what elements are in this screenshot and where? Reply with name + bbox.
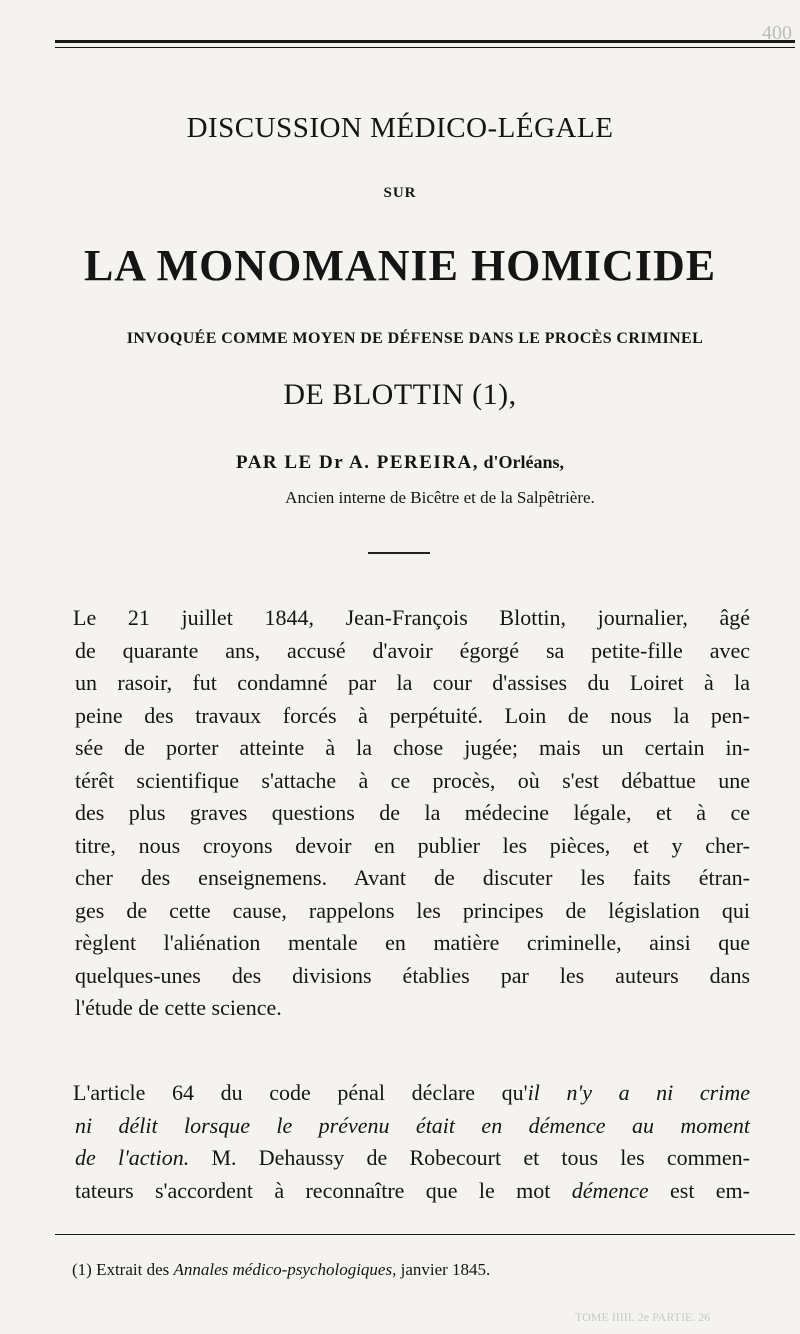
text-line: règlent l'aliénation mentale en matière criminelle, ainsi que bbox=[75, 930, 750, 955]
text-line: térêt scientifique s'attache à ce procès, où s'est débattue une bbox=[75, 767, 750, 793]
text-segment: est em- bbox=[648, 1177, 750, 1203]
footnote-prefix: (1) Extrait des bbox=[72, 1260, 174, 1279]
text-line: l'étude de cette science. bbox=[75, 995, 282, 1020]
italic-quote: il n'y a ni crime bbox=[527, 1080, 750, 1105]
italic-term: démence bbox=[571, 1177, 649, 1203]
text-line: Le 21 juillet 1844, Jean-François Blottin, journalier, âgé bbox=[73, 605, 750, 630]
footnote-date: janvier 1845. bbox=[396, 1260, 491, 1279]
paragraph-1 bbox=[75, 602, 750, 1025]
text-segment: M. Dehaussy de Robecourt et tous les commen- bbox=[189, 1145, 750, 1170]
main-title: LA MONOMANIE HOMICIDE bbox=[83, 241, 717, 290]
text-segment: L'article 64 du code pénal déclare qu' bbox=[73, 1080, 528, 1105]
section-separator bbox=[368, 552, 430, 554]
text-line: quelques-unes des divisions établies par les auteurs dans bbox=[75, 962, 750, 988]
text-line bbox=[75, 1175, 750, 1208]
text-line: peine des travaux forcés à perpétuité. Loin de nous la pen- bbox=[75, 702, 750, 728]
text-line bbox=[75, 1142, 750, 1175]
page-number: 400 bbox=[762, 22, 792, 44]
text-line: titre, nous croyons devoir en publier les pièces, et y cher- bbox=[75, 832, 750, 858]
author-affiliation: Ancien interne de Bicêtre et de la Salpêtrière. bbox=[285, 488, 595, 507]
text-line: un rasoir, fut condamné par la cour d'assises du Loiret à la bbox=[75, 670, 750, 695]
paragraph-2 bbox=[75, 1077, 750, 1207]
signature-mark: TOME IIIII. 2e PARTIE. 26 bbox=[575, 1310, 711, 1324]
text-line: cher des enseignemens. Avant de discuter les faits étran- bbox=[75, 865, 750, 890]
text-line: des plus graves questions de la médecine légale, et à ce bbox=[75, 800, 750, 825]
footnote-journal: Annales médico-psychologiques, bbox=[173, 1260, 397, 1279]
italic-quote: ni délit lorsque le prévenu était en démence au moment bbox=[75, 1112, 750, 1138]
header-rule-thin bbox=[55, 47, 795, 48]
footnote-rule bbox=[55, 1234, 795, 1235]
author-name: PAR LE Dr A. PEREIRA, bbox=[236, 452, 479, 473]
title-sur: SUR bbox=[383, 185, 417, 201]
italic-quote: de l'action. bbox=[75, 1145, 190, 1170]
subtitle: INVOQUÉE COMME MOYEN DE DÉFENSE DANS LE PROCÈS CRIMINEL bbox=[126, 330, 704, 347]
text-line: de quarante ans, accusé d'avoir égorgé sa petite-fille avec bbox=[75, 637, 750, 663]
text-line: ges de cette cause, rappelons les principes de législation qui bbox=[75, 897, 750, 923]
header-rule-thick bbox=[55, 40, 795, 43]
footnote bbox=[72, 1260, 490, 1280]
case-title: DE BLOTTIN (1), bbox=[283, 378, 517, 411]
text-segment: tateurs s'accordent à reconnaître que le mot bbox=[75, 1177, 572, 1203]
text-line: sée de porter atteinte à la chose jugée; mais un certain in- bbox=[75, 735, 750, 760]
author-city: d'Orléans, bbox=[478, 452, 564, 472]
author-line bbox=[0, 452, 800, 474]
text-line bbox=[75, 1110, 750, 1143]
text-line bbox=[73, 1077, 750, 1110]
title-line-1: DISCUSSION MÉDICO-LÉGALE bbox=[186, 112, 614, 144]
